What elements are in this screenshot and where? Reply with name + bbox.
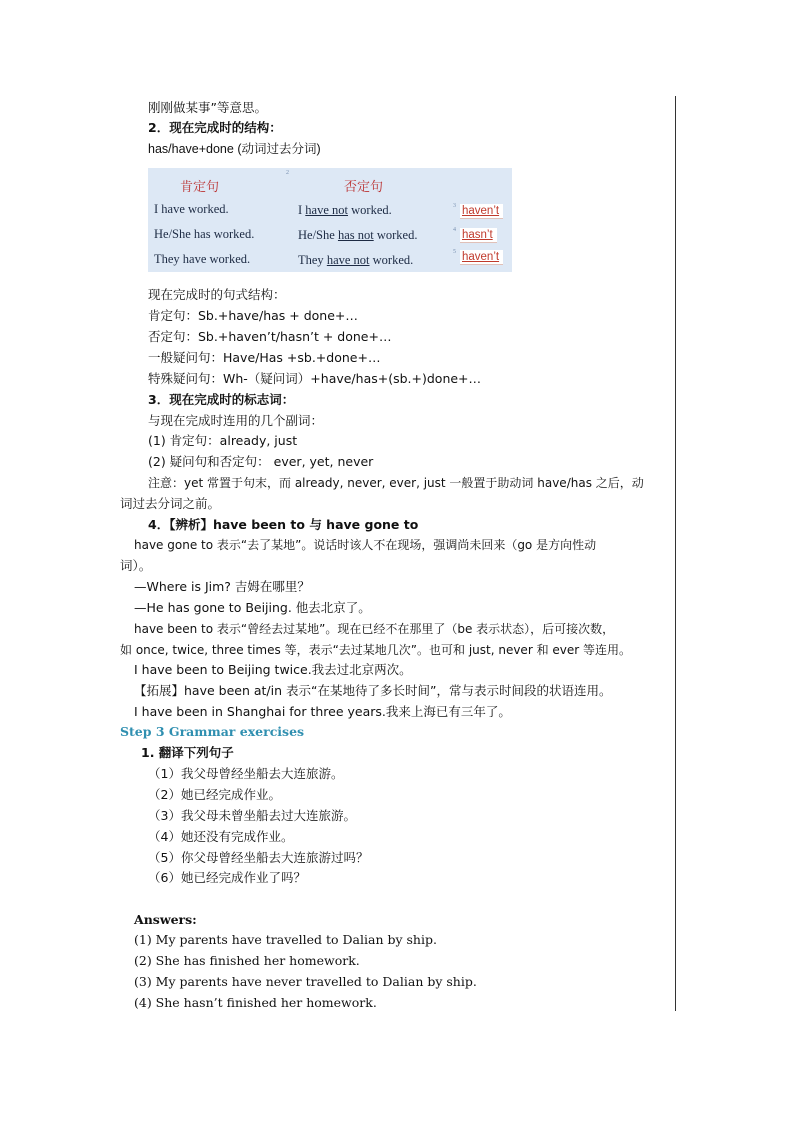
table-marker: 2	[286, 170, 289, 176]
table-cell: They have not worked.	[298, 253, 414, 267]
answers-heading: Answers:	[134, 912, 197, 927]
exercise-item: （6）她已经完成作业了吗？	[148, 870, 306, 885]
table-marker: 5	[453, 249, 456, 255]
table-cell: They have worked.	[154, 252, 251, 266]
step-heading: Step 3 Grammar exercises	[120, 724, 305, 739]
table-marker: 4	[453, 227, 456, 233]
text-line: 否定句：Sb.+haven’t/hasn’t + done+…	[148, 329, 392, 344]
table-header-affirmative: 肯定句	[180, 180, 220, 195]
text-line: 一般疑问句：Have/Has +sb.+done+…	[148, 350, 381, 365]
text-line: 词）。	[120, 558, 152, 573]
answer-item: (1) My parents have travelled to Dalian by ship.	[134, 932, 437, 947]
text-line: 【拓展】have been at/in 表示“在某地待了多长时间”，常与表示时间段的状语连用。	[134, 683, 612, 698]
text-line: 如 once, twice, three times 等，表示“去过某地几次”。也可和 just, never 和 ever 等连用。	[120, 643, 631, 657]
text-line: I have been in Shanghai for three years.我来上海已有三年了。	[134, 704, 511, 719]
text-line: have gone to 表示“去了某地”。说话时该人不在现场，强调尚未回来（go 是方向性动	[134, 538, 597, 552]
table-header-negative: 否定句	[344, 180, 384, 195]
text-line: —Where is Jim? 吉姆在哪里？	[134, 579, 310, 594]
table-marker: 3	[453, 203, 456, 209]
section-heading-comparison: 4．【辨析】have been to 与 have gone to	[148, 517, 419, 532]
section-heading-markers: 3．现在完成时的标志词：	[148, 392, 295, 407]
table-cell: He/She has not worked.	[298, 228, 418, 242]
table-cell: He/She has worked.	[154, 227, 255, 241]
text-line: 与现在完成时连用的几个副词：	[148, 413, 324, 428]
text-line: 肯定句：Sb.+have/has + done+…	[148, 308, 358, 323]
right-border-line	[675, 96, 676, 1011]
text-line: 词过去分词之前。	[120, 496, 221, 511]
answer-item: (2) She has finished her homework.	[134, 953, 360, 968]
text-line: 注意：yet 常置于句末，而 already, never, ever, just 一般置于助动词 have/has 之后，动	[148, 476, 644, 490]
text-line: 刚刚做某事”等意思。	[148, 100, 267, 115]
text-line: (2) 疑问句和否定句： ever, yet, never	[148, 454, 374, 469]
answer-item: (3) My parents have never travelled to Dalian by ship.	[134, 974, 477, 989]
exercise-item: （1）我父母曾经坐船去大连旅游。	[148, 766, 344, 781]
answer-item: (4) She hasn’t finished her homework.	[134, 995, 377, 1010]
text-line: (1) 肯定句：already, just	[148, 433, 298, 448]
exercise-heading: 1. 翻译下列句子	[141, 745, 234, 760]
text-line: I have been to Beijing twice.我去过北京两次。	[134, 662, 412, 677]
text-line: —He has gone to Beijing. 他去北京了。	[134, 600, 371, 615]
exercise-item: （2）她已经完成作业。	[148, 787, 281, 802]
table-cell: I have worked.	[154, 202, 229, 216]
text-line: have been to 表示“曾经去过某地”。现在已经不在那里了（be 表示状态），后可接次数，	[134, 622, 615, 636]
exercise-item: （5）你父母曾经坐船去大连旅游过吗？	[148, 850, 369, 865]
exercise-item: （4）她还没有完成作业。	[148, 829, 294, 844]
text-line: 特殊疑问句：Wh-（疑问词）+have/has+(sb.+)done+…	[148, 371, 482, 386]
text-line: 现在完成时的句式结构：	[148, 287, 286, 302]
section-heading-structure: 2．现在完成时的结构：	[148, 120, 282, 135]
table-cell: I have not worked.	[298, 203, 392, 217]
annotation-tag: hasn’t	[460, 228, 497, 243]
grammar-table-image	[148, 168, 512, 272]
text-line: has/have+done (动词过去分词)	[148, 142, 321, 156]
annotation-tag: haven’t	[460, 204, 503, 219]
exercise-item: （3）我父母未曾坐船去过大连旅游。	[148, 808, 356, 823]
annotation-tag: haven’t	[460, 250, 503, 265]
